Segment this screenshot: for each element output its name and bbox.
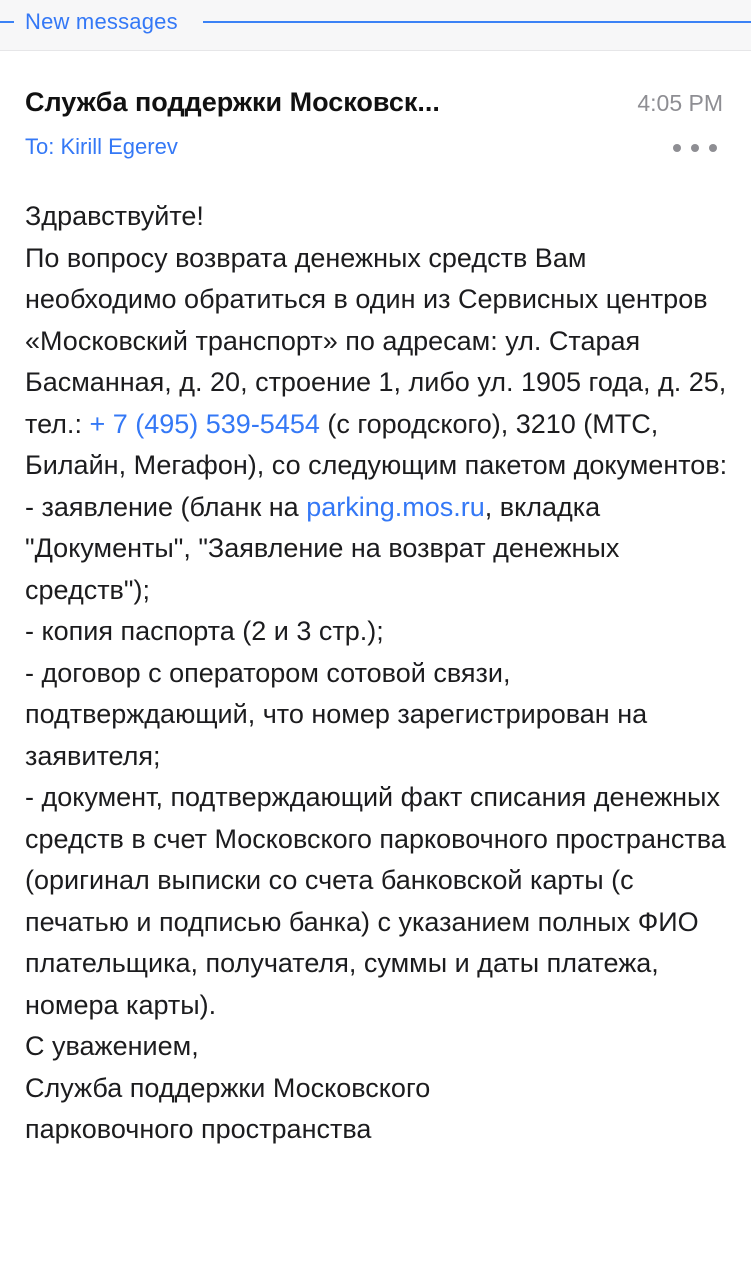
signature-line: Служба поддержки Московского	[25, 1072, 431, 1103]
message-body	[25, 196, 737, 1151]
sender-name[interactable]: Служба поддержки Московск...	[25, 87, 440, 117]
divider-line-right	[203, 21, 751, 23]
body-text: По вопросу возврата денежных средств Вам необходимо обратиться в один из Сервисных центров «Московский транспорт» по адресам: ул. Старая Басманная, д. 20, строение 1, либо ул. 1905 года, д. 25, тел.:	[25, 242, 727, 439]
phone-link[interactable]: + 7 (495) 539-5454	[89, 408, 320, 439]
website-link[interactable]: parking.mos.ru	[306, 491, 485, 522]
closing: С уважением,	[25, 1031, 199, 1061]
message-header	[0, 50, 751, 180]
new-messages-divider	[0, 0, 751, 51]
divider-line-left	[0, 21, 14, 23]
recipient-line[interactable]: To: Kirill Egerev	[25, 134, 178, 159]
body-paragraph	[25, 238, 737, 487]
ellipsis-icon-dot	[691, 144, 699, 152]
list-item: - копия паспорта (2 и 3 стр.);	[25, 616, 384, 646]
more-options-button[interactable]	[673, 138, 717, 158]
list-item: - договор с оператором сотовой связи, подтверждающий, что номер зарегистрирован на заявителя;	[25, 657, 648, 771]
list-item-text: , вкладка "Документы", "Заявление на возврат денежных средств");	[25, 491, 620, 605]
new-messages-label: New messages	[25, 9, 178, 34]
body-text: (с городского), 3210 (МТС, Билайн, Мегафон), со следующим пакетом документов:	[25, 408, 728, 480]
list-item-text: - заявление (бланк на	[25, 491, 307, 522]
ellipsis-icon-dot	[709, 144, 717, 152]
list-item: - документ, подтверждающий факт списания денежных средств в счет Московского парковочного пространства (оригинал выписки со счета банковской карты (с печатью и подписью банка) с указанием полных ФИО плательщика, получателя, суммы и даты платежа, номера карты).	[25, 782, 726, 1020]
list-item	[25, 487, 737, 612]
ellipsis-icon	[673, 144, 681, 152]
message-time: 4:05 PM	[637, 90, 723, 116]
greeting: Здравствуйте!	[25, 201, 204, 231]
signature-line: парковочного пространства	[25, 1114, 372, 1144]
